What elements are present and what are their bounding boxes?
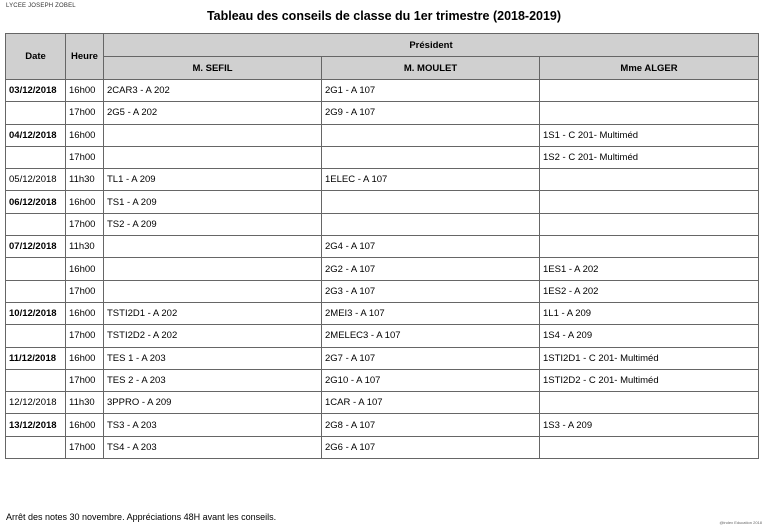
cell-alger: 1STI2D1 - C 201- Multiméd	[540, 347, 759, 369]
cell-moulet: 2G4 - A 107	[322, 236, 540, 258]
cell-alger: 1S2 - C 201- Multiméd	[540, 146, 759, 168]
cell-heure: 11h30	[66, 392, 104, 414]
cell-sefil: TSTI2D1 - A 202	[104, 302, 322, 324]
cell-heure: 17h00	[66, 146, 104, 168]
cell-sefil: TS2 - A 209	[104, 213, 322, 235]
cell-heure: 11h30	[66, 236, 104, 258]
cell-date	[6, 436, 66, 458]
table-row	[6, 169, 759, 191]
cell-heure: 16h00	[66, 191, 104, 213]
table-row	[6, 102, 759, 124]
cell-date	[6, 325, 66, 347]
cell-date	[6, 102, 66, 124]
cell-alger	[540, 102, 759, 124]
cell-alger	[540, 80, 759, 102]
table-row	[6, 236, 759, 258]
header-president-sefil: M. SEFIL	[104, 57, 322, 80]
cell-moulet	[322, 146, 540, 168]
cell-moulet: 1ELEC - A 107	[322, 169, 540, 191]
page-title: Tableau des conseils de classe du 1er trimestre (2018-2019)	[206, 9, 562, 23]
cell-moulet: 2G8 - A 107	[322, 414, 540, 436]
schedule-body	[6, 80, 759, 459]
cell-alger	[540, 191, 759, 213]
cell-date: 13/12/2018	[6, 414, 66, 436]
cell-sefil: TES 1 - A 203	[104, 347, 322, 369]
cell-date: 06/12/2018	[6, 191, 66, 213]
cell-sefil	[104, 124, 322, 146]
cell-moulet: 2G7 - A 107	[322, 347, 540, 369]
schedule-table	[5, 33, 759, 459]
cell-heure: 17h00	[66, 436, 104, 458]
cell-date	[6, 280, 66, 302]
cell-heure: 16h00	[66, 124, 104, 146]
cell-date: 05/12/2018	[6, 169, 66, 191]
cell-sefil: 2CAR3 - A 202	[104, 80, 322, 102]
cell-sefil	[104, 146, 322, 168]
cell-heure: 11h30	[66, 169, 104, 191]
cell-alger: 1ES2 - A 202	[540, 280, 759, 302]
cell-moulet: 1CAR - A 107	[322, 392, 540, 414]
table-row	[6, 191, 759, 213]
header-president-alger: Mme ALGER	[540, 57, 759, 80]
table-row	[6, 436, 759, 458]
cell-moulet	[322, 213, 540, 235]
cell-moulet: 2G3 - A 107	[322, 280, 540, 302]
cell-heure: 17h00	[66, 369, 104, 391]
table-row	[6, 280, 759, 302]
cell-alger: 1ES1 - A 202	[540, 258, 759, 280]
footer-note: Arrêt des notes 30 novembre. Appréciations 48H avant les conseils.	[6, 512, 277, 522]
cell-alger	[540, 436, 759, 458]
footer-credit: @index Education 2018	[719, 520, 762, 525]
table-row	[6, 347, 759, 369]
cell-moulet: 2G10 - A 107	[322, 369, 540, 391]
cell-alger: 1L1 - A 209	[540, 302, 759, 324]
cell-sefil: TSTI2D2 - A 202	[104, 325, 322, 347]
cell-alger	[540, 236, 759, 258]
cell-date	[6, 146, 66, 168]
table-row	[6, 392, 759, 414]
table-row	[6, 325, 759, 347]
cell-moulet	[322, 191, 540, 213]
cell-date	[6, 369, 66, 391]
table-row	[6, 124, 759, 146]
cell-alger: 1S1 - C 201- Multiméd	[540, 124, 759, 146]
cell-date	[6, 213, 66, 235]
cell-heure: 17h00	[66, 213, 104, 235]
cell-heure: 16h00	[66, 258, 104, 280]
cell-moulet: 2G9 - A 107	[322, 102, 540, 124]
cell-alger	[540, 392, 759, 414]
school-name: LYCEE JOSEPH ZOBEL	[6, 3, 76, 9]
cell-date: 12/12/2018	[6, 392, 66, 414]
cell-alger	[540, 213, 759, 235]
cell-moulet: 2G1 - A 107	[322, 80, 540, 102]
cell-alger: 1STI2D2 - C 201- Multiméd	[540, 369, 759, 391]
cell-moulet: 2MELEC3 - A 107	[322, 325, 540, 347]
table-row	[6, 369, 759, 391]
cell-date: 10/12/2018	[6, 302, 66, 324]
table-row	[6, 414, 759, 436]
cell-sefil: TES 2 - A 203	[104, 369, 322, 391]
cell-sefil: TS4 - A 203	[104, 436, 322, 458]
cell-alger: 1S4 - A 209	[540, 325, 759, 347]
cell-date: 04/12/2018	[6, 124, 66, 146]
cell-moulet: 2MEI3 - A 107	[322, 302, 540, 324]
cell-date: 03/12/2018	[6, 80, 66, 102]
cell-moulet	[322, 124, 540, 146]
header-president-moulet: M. MOULET	[322, 57, 540, 80]
cell-heure: 16h00	[66, 347, 104, 369]
cell-sefil: TS3 - A 203	[104, 414, 322, 436]
cell-heure: 17h00	[66, 102, 104, 124]
cell-heure: 16h00	[66, 80, 104, 102]
cell-heure: 17h00	[66, 325, 104, 347]
cell-heure: 16h00	[66, 302, 104, 324]
cell-date	[6, 258, 66, 280]
cell-heure: 17h00	[66, 280, 104, 302]
cell-sefil: TL1 - A 209	[104, 169, 322, 191]
header-president: Président	[104, 34, 759, 57]
table-row	[6, 302, 759, 324]
table-row	[6, 213, 759, 235]
cell-sefil	[104, 280, 322, 302]
header-heure: Heure	[66, 34, 104, 80]
cell-alger: 1S3 - A 209	[540, 414, 759, 436]
cell-sefil: 3PPRO - A 209	[104, 392, 322, 414]
cell-moulet: 2G2 - A 107	[322, 258, 540, 280]
header-date: Date	[6, 34, 66, 80]
cell-sefil: 2G5 - A 202	[104, 102, 322, 124]
cell-sefil	[104, 258, 322, 280]
table-row	[6, 258, 759, 280]
table-row	[6, 146, 759, 168]
cell-moulet: 2G6 - A 107	[322, 436, 540, 458]
cell-sefil: TS1 - A 209	[104, 191, 322, 213]
cell-heure: 16h00	[66, 414, 104, 436]
cell-date: 07/12/2018	[6, 236, 66, 258]
table-row	[6, 80, 759, 102]
cell-sefil	[104, 236, 322, 258]
cell-date: 11/12/2018	[6, 347, 66, 369]
cell-alger	[540, 169, 759, 191]
